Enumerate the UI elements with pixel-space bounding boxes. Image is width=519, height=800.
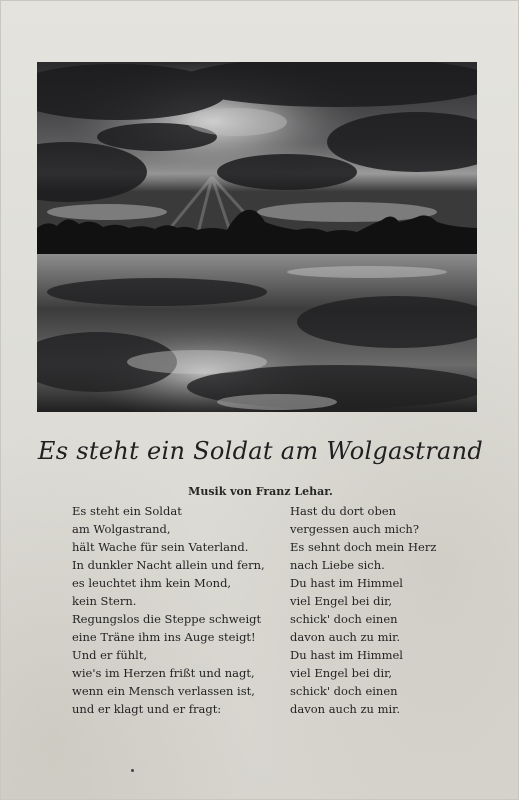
verse-line: Du hast im Himmel <box>290 576 403 590</box>
verse-line: kein Stern. <box>72 594 137 608</box>
song-title: Es steht ein Soldat am Wolgastrand <box>37 437 484 465</box>
verse-line: und er klagt und er fragt: <box>72 702 222 716</box>
verse-line: es leuchtet ihm kein Mond, <box>72 576 232 590</box>
verse-line: viel Engel bei dir, <box>290 594 393 608</box>
verse-line: hält Wache für sein Vaterland. <box>72 540 249 554</box>
verse-line: wie's im Herzen frißt und nagt, <box>72 666 255 680</box>
verse-line: schick' doch einen <box>290 684 398 698</box>
verse-line: Es steht ein Soldat <box>72 504 182 518</box>
sunset-lake-image <box>37 62 477 412</box>
verse-line: davon auch zu mir. <box>290 630 401 644</box>
verse-line: Du hast im Himmel <box>290 648 403 662</box>
ink-speck <box>131 769 134 772</box>
verse-line: wenn ein Mensch verlassen ist, <box>72 684 255 698</box>
verse-line: Regungslos die Steppe schweigt <box>72 612 262 626</box>
verse-line: Hast du dort oben <box>290 504 397 518</box>
landscape-photo <box>37 62 477 412</box>
verse-line: Und er fühlt, <box>72 648 148 662</box>
verse-right-column <box>290 502 460 718</box>
verse-line: In dunkler Nacht allein und fern, <box>72 558 265 572</box>
verse-line: am Wolgastrand, <box>72 522 171 536</box>
verse-line: vergessen auch mich? <box>290 522 419 536</box>
verse-left-column <box>72 502 277 718</box>
composer-credit: Musik von Franz Lehar. <box>188 485 333 498</box>
verse-line: eine Träne ihm ins Auge steigt! <box>72 630 256 644</box>
verse-line: Es sehnt doch mein Herz <box>290 540 437 554</box>
verse-line: viel Engel bei dir, <box>290 666 393 680</box>
verse-line: nach Liebe sich. <box>290 558 385 572</box>
verse-line: davon auch zu mir. <box>290 702 401 716</box>
verse-line: schick' doch einen <box>290 612 398 626</box>
